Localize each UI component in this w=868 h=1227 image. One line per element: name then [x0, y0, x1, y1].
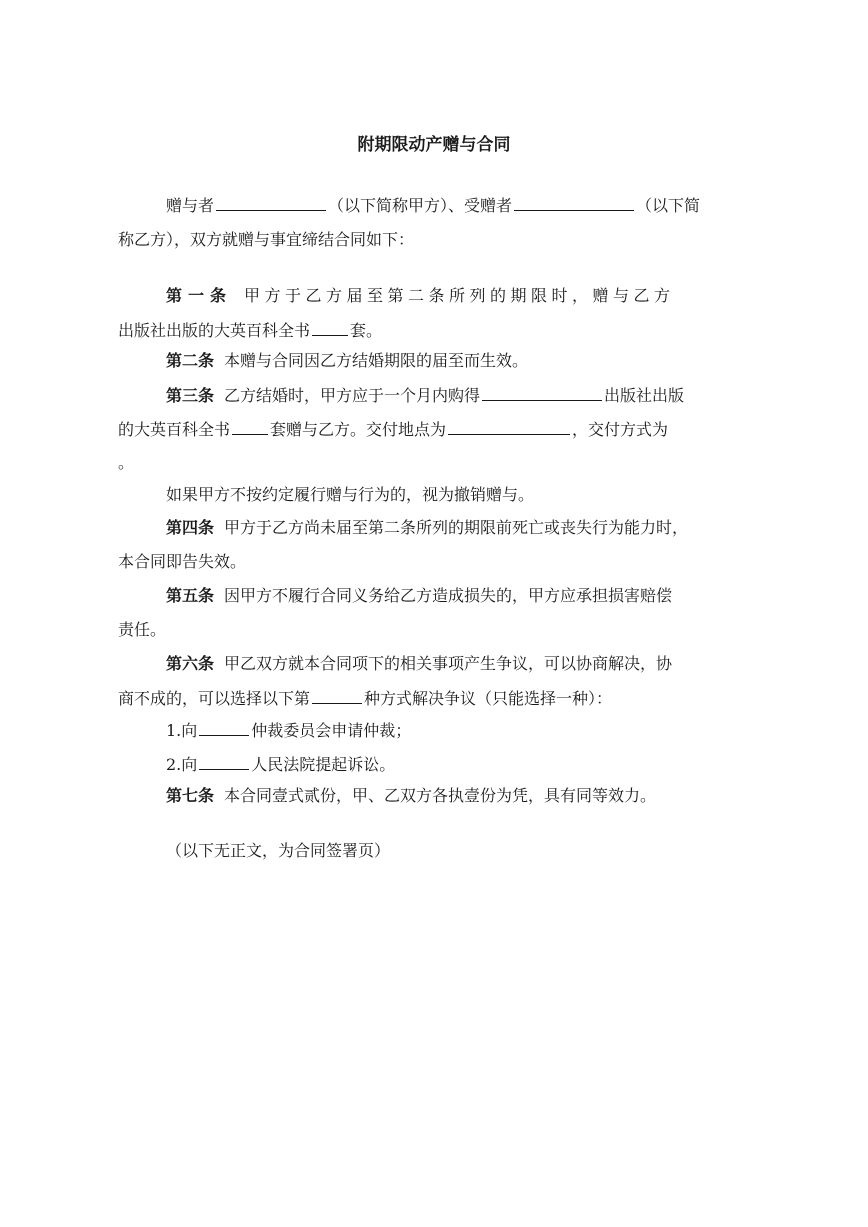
article-3-line-1 — [166, 384, 798, 407]
article-4-line-1 — [166, 517, 798, 539]
option-2-court-blank — [199, 753, 249, 770]
article-7-label: 第七条 — [166, 786, 215, 805]
article-1-line2-suffix: 套。 — [350, 321, 383, 340]
article-3-label: 第三条 — [166, 386, 215, 405]
article-6-label: 第六条 — [166, 654, 215, 673]
article-2-line — [166, 350, 798, 372]
article-3-line-4: 如果甲方不按约定履行赠与行为的，视为撤销赠与。 — [166, 485, 535, 504]
article-4-line-2: 本合同即告失效。 — [118, 552, 247, 571]
option-2-prefix: 2.向 — [166, 755, 198, 774]
article-6-option-2 — [166, 753, 798, 776]
intro-line-2: 称乙方），双方就赠与事宜缔结合同如下： — [118, 230, 415, 249]
document-title: 附期限动产赠与合同 — [357, 135, 511, 155]
article-3-set-count-blank — [232, 418, 268, 435]
article-5-label: 第五条 — [166, 586, 215, 605]
article-5-text: 因甲方不履行合同义务给乙方造成损失的，甲方应承担损害赔偿 — [224, 586, 673, 605]
article-7-line — [166, 785, 798, 807]
article-6-line2-prefix: 商不成的，可以选择以下第 — [118, 689, 311, 708]
article-6-line2-suffix: 种方式解决争议（只能选择一种）： — [364, 689, 613, 708]
article-7-text: 本合同壹式贰份，甲、乙双方各执壹份为凭，具有同等效力。 — [224, 786, 657, 805]
article-1-line-1 — [166, 285, 740, 307]
article-6-option-1 — [166, 719, 798, 742]
article-6-line-2 — [118, 687, 750, 710]
option-1-suffix: 仲裁委员会申请仲裁； — [251, 721, 412, 740]
article-1-text: 甲方于乙方届至第二条所列的期限时，赠与乙方 — [244, 286, 675, 305]
article-3-line2-prefix: 的大英百科全书 — [118, 420, 231, 439]
article-6-text: 甲乙双方就本合同项下的相关事项产生争议，可以协商解决，协 — [224, 654, 673, 673]
article-3-line2-suffix: ，交付方式为 — [572, 420, 669, 439]
article-3-text-prefix: 乙方结婚时，甲方应于一个月内购得 — [224, 386, 481, 405]
donee-suffix: （以下简 — [636, 196, 701, 215]
article-3-line-2 — [118, 418, 750, 441]
donor-label: 赠与者 — [166, 196, 215, 215]
article-1-set-count-blank — [312, 319, 348, 336]
article-1-line-2 — [118, 319, 750, 342]
donor-blank — [216, 194, 326, 211]
option-2-suffix: 人民法院提起诉讼。 — [251, 755, 396, 774]
article-4-text: 甲方于乙方尚未届至第二条所列的期限前死亡或丧失行为能力时， — [224, 518, 689, 537]
article-2-label: 第二条 — [166, 351, 215, 370]
article-1-label: 第一条 — [166, 286, 233, 305]
option-1-arbitration-blank — [199, 719, 249, 736]
article-3-delivery-place-blank — [448, 418, 570, 435]
closing-note: （以下无正文，为合同签署页） — [166, 841, 391, 860]
option-1-prefix: 1.向 — [166, 721, 198, 740]
donor-suffix: （以下简称甲方）、受赠者 — [328, 196, 513, 215]
article-3-publisher-blank — [482, 384, 602, 401]
article-5-line-1 — [166, 585, 798, 607]
article-3-line-3: 。 — [118, 453, 135, 472]
article-5-line-2: 责任。 — [118, 620, 167, 639]
article-1-line2-prefix: 出版社出版的大英百科全书 — [118, 321, 311, 340]
article-3-text-suffix: 出版社出版 — [604, 386, 685, 405]
article-6-line-1 — [166, 653, 798, 675]
article-2-text: 本赠与合同因乙方结婚期限的届至而生效。 — [224, 351, 529, 370]
donee-blank — [514, 194, 634, 211]
article-3-line2-mid: 套赠与乙方。交付地点为 — [270, 420, 447, 439]
article-6-method-blank — [312, 687, 362, 704]
article-4-label: 第四条 — [166, 518, 215, 537]
intro-line-1 — [166, 194, 798, 217]
